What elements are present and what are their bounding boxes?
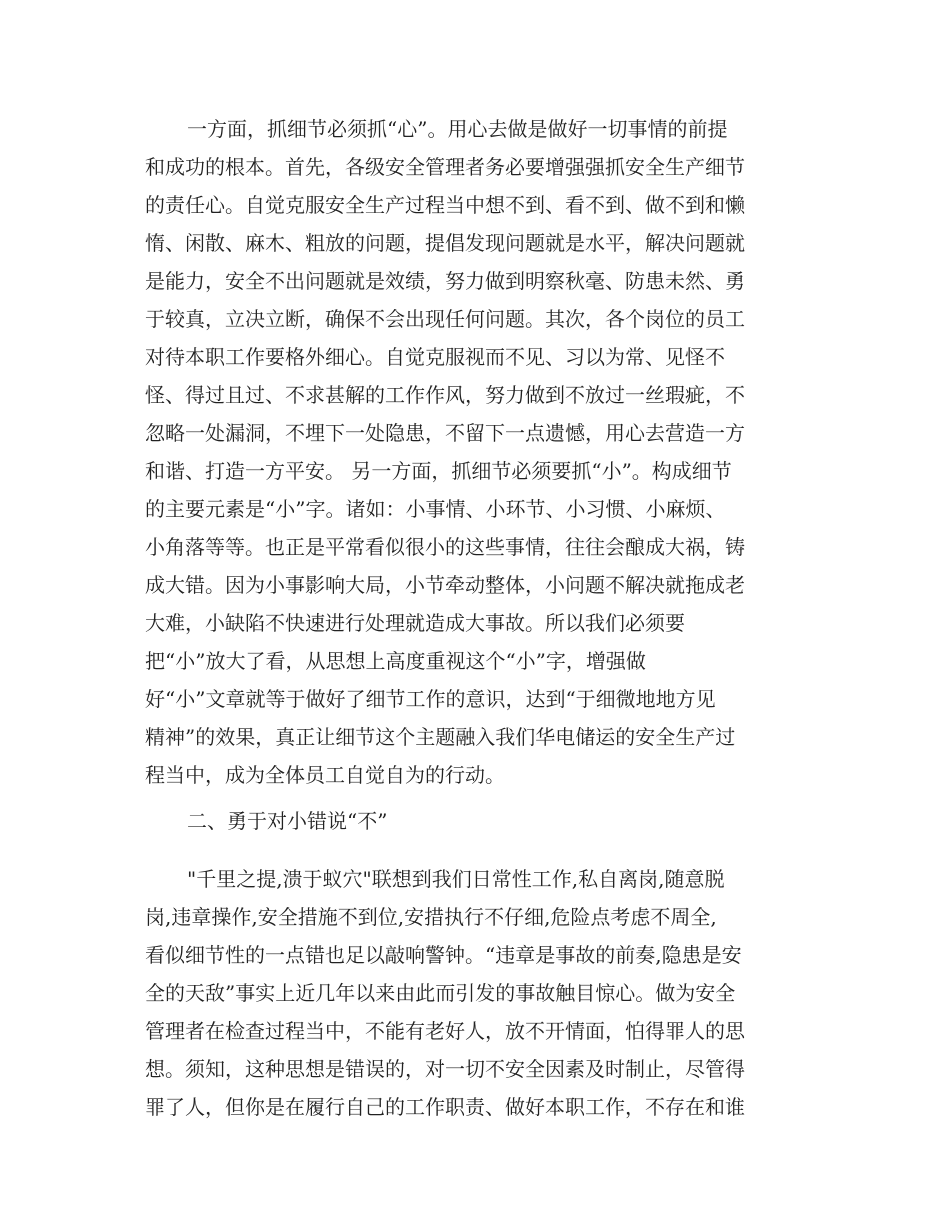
text-line: "千里之提,溃于蚁穴"联想到我们日常性工作,私自离岗,随意脱 — [187, 867, 725, 891]
text-line: 精神”的效果，真正让细节这个主题融入我们华电储运的安全生产过 — [145, 725, 736, 749]
text-line: 是能力，安全不出问题就是效绩，努力做到明察秋毫、防患未然、勇 — [145, 269, 745, 293]
text-line: 怪、得过且过、不求甚解的工作作风，努力做到不放过一丝瑕疵，不 — [145, 383, 745, 407]
text-line: 把“小”放大了看，从思想上高度重视这个“小”字，增强做 — [145, 649, 646, 673]
paragraph-details-heart-and-small — [145, 110, 805, 794]
text-line: 于较真，立决立断，确保不会出现任何问题。其次，各个岗位的员工 — [145, 307, 745, 331]
text-line: 的主要元素是“小”字。诸如：小事情、小环节、小习惯、小麻烦、 — [145, 497, 726, 521]
text-line: 成大错。因为小事影响大局，小节牵动整体，小问题不解决就拖成老 — [145, 573, 745, 597]
text-line: 和谐、打造一方平安。 另一方面，抓细节必须要抓“小”。构成细节 — [145, 459, 732, 483]
text-line: 和成功的根本。首先，各级安全管理者务必要增强强抓安全生产细节 — [145, 155, 745, 179]
paragraph-say-no-to-small-errors — [145, 860, 805, 1126]
text-line: 管理者在检查过程当中，不能有老好人，放不开情面，怕得罪人的思 — [145, 1019, 745, 1043]
text-line: 罪了人，但你是在履行自己的工作职责、做好本职工作，不存在和谁 — [145, 1095, 745, 1119]
text-line: 一方面，抓细节必须抓“心”。用心去做是做好一切事情的前提 — [187, 117, 728, 141]
text-line: 惰、闲散、麻木、粗放的问题，提倡发现问题就是水平，解决问题就 — [145, 231, 745, 255]
text-line: 岗,违章操作,安全措施不到位,安措执行不仔细,危险点考虑不周全, — [145, 905, 717, 929]
text-line: 好“小”文章就等于做好了细节工作的意识，达到“于细微地地方见 — [145, 687, 716, 711]
section-heading-text: 二、勇于对小错说“不” — [187, 809, 388, 833]
text-line: 小角落等等。也正是平常看似很小的这些事情，往往会酿成大祸，铸 — [145, 535, 745, 559]
text-line: 全的天敌”事实上近几年以来由此而引发的事故触目惊心。做为安全 — [145, 981, 736, 1005]
text-line: 看似细节性的一点错也足以敲响警钟。“违章是事故的前奏,隐患是安 — [145, 943, 742, 967]
section-heading — [145, 802, 805, 840]
text-line: 的责任心。自觉克服安全生产过程当中想不到、看不到、做不到和懒 — [145, 193, 745, 217]
text-line: 忽略一处漏洞，不埋下一处隐患，不留下一点遗憾，用心去营造一方 — [145, 421, 745, 445]
text-line: 程当中，成为全体员工自觉自为的行动。 — [145, 763, 505, 787]
text-line: 想。须知，这种思想是错误的，对一切不安全因素及时制止，尽管得 — [145, 1057, 745, 1081]
text-line: 对待本职工作要格外细心。自觉克服视而不见、习以为常、见怪不 — [145, 345, 725, 369]
text-line: 大难，小缺陷不快速进行处理就造成大事故。所以我们必须要 — [145, 611, 685, 635]
